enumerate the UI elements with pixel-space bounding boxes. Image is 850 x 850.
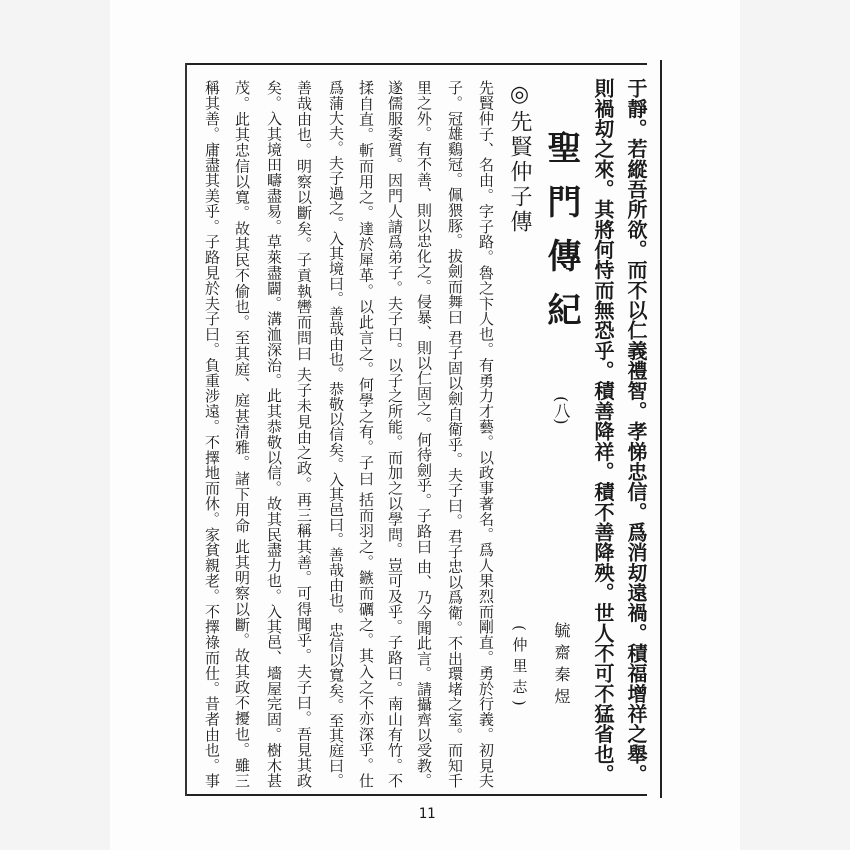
frame-border-left: [185, 63, 187, 796]
body-column: 子。冠雄鷄冠。佩猥豚。拔劍而舞曰 君子固以劍自衛乎。夫子曰。君子忠以爲衛。不出環堵之室。而知千: [446, 80, 464, 788]
article-part-number: (八): [552, 396, 571, 425]
article-title: 聖門傳紀: [541, 130, 581, 346]
body-column: 里之外。有不善、則以忠化之。侵暴、則以仁固之。何待劍乎。子路曰 由、乃今聞此言。請攝齊以受教。: [415, 80, 433, 788]
body-column: 善哉由也。明察以斷矣。子貢執轡而問曰 夫子未見由之政。再三稱其善。可得聞乎。夫子曰。吾見其政: [295, 80, 313, 788]
previous-article-column-1: 于靜。若縱吾所欲。而不以仁義禮智。孝悌忠信。爲消刧遠禍。積福增祥之舉。: [624, 78, 648, 784]
section-heading: ◎先賢仲子傳: [507, 82, 532, 235]
frame-border-bottom: [185, 794, 647, 796]
previous-article-column-2: 則禍刧之來。其將何恃而無恐乎。積善降祥。積不善降殃。世人不可不猛省也。: [591, 78, 615, 784]
body-column: 先賢仲子、名由。字子路。魯之卞人也。有勇力才藝。以政事著名。爲人果烈而剛直。勇於行義。初見夫: [477, 80, 495, 788]
page-number: 11: [418, 806, 436, 822]
body-column: 遂儒服委質。因門人請爲弟子。夫子曰。以子之所能。而加之以學問。豈可及乎。子路曰。南山有竹。不: [386, 80, 404, 788]
body-column: 爲蒲大夫。夫子過之。入其境曰。善哉由也。恭敬以信矣。入其邑曰。善哉由也。忠信以寬矣。至其庭曰。: [327, 80, 345, 788]
heading-block: [505, 82, 533, 712]
frame-border-top: [185, 63, 647, 65]
body-column: 矣。入其境田疇盡易。草萊盡闢。溝洫深治。此其恭敬以信。故其民盡力也。入其邑、墻屋完固。樹木甚: [265, 80, 283, 788]
frame-border-right: [660, 60, 662, 798]
body-column: 稱其善。庸盡其美乎。子路見於夫子曰。負重涉遠。不擇地而休。家貧親老。不擇祿而仕。昔者由也。事: [203, 80, 221, 788]
article-source: (仲里志): [510, 625, 529, 712]
body-column: 揉自直。斬而用之。達於犀革。以此言之。何學之有。子曰 括而羽之。鏃而礪之。其入之不亦深乎。仕: [357, 80, 375, 788]
body-column: 茂。此其忠信以寬。故其民不偷也。至其庭、庭甚清雅。諸下用命 此其明察以斷。故其政不擾也。雖三: [233, 80, 251, 788]
article-author: 毓齋秦煜: [552, 622, 571, 710]
title-block: [539, 130, 583, 710]
